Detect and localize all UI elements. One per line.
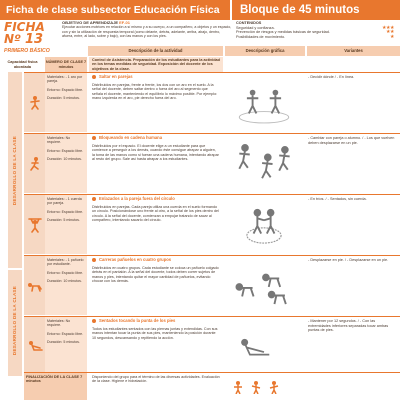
activity-meta: Materiales: - 1 cuerda por pareja. Entorno: Espacio libre. Duración: 5 minutos. bbox=[45, 195, 87, 254]
bullet-icon bbox=[92, 75, 96, 79]
activity-description: Sentados tocando la punta de los pies Todos los estudiantes sentados con las piernas juntas y extendidas. Con sus manos intentan tocar la punta de sus pies, manteniendo la posición durante 10 segundos, descansando y repitiendo la acción. bbox=[92, 318, 218, 340]
objective-text: Ejecutar acciones motrices en relación a sí mismo y a su cuerpo, a un compañero, a objetos y un espacio, con y sin la utilización de respuesta temporal (como delante, detrás, adelante, arriba, abajo, dentro, afuera, entre, al lado, sobre y bajo), con las manos y con los pies. bbox=[62, 25, 232, 38]
ficha-number: 13 bbox=[25, 32, 44, 47]
bullet-icon bbox=[92, 197, 96, 201]
activity-illustration bbox=[223, 134, 305, 193]
ficha-label: FICHA Nº 13 bbox=[4, 20, 45, 47]
activity-row bbox=[24, 316, 400, 372]
activity-illustration bbox=[223, 317, 305, 372]
course-label: PRIMERO BÁSICO bbox=[4, 48, 50, 54]
activity-description: Carreras pañuelos en cuatro grupos Distribuidos en cuatro grupos. Cada estudiante se coloca un pañuelo colgado detrás en el pantalón. A la señal del docente, todos deben correr sujetos de manos y pies, intentando quitar el mayor cantidad de pañuelos, evitando chocar con los demás. bbox=[92, 257, 219, 283]
activity-title: Saltar en parejas bbox=[92, 75, 219, 80]
capacity-header: Capacidad física abordada bbox=[7, 60, 38, 69]
activity-illustration bbox=[223, 195, 305, 254]
run-icon bbox=[24, 134, 45, 193]
column-headers bbox=[88, 46, 400, 56]
activity-variants: - Decidir dónde / - En línea. bbox=[305, 73, 400, 132]
contents-list bbox=[232, 21, 400, 47]
ficha-box bbox=[0, 20, 62, 54]
closing-description: Disponiendo del grupo para el término de las diversas actividades. Evaluación de la clase. Higiene e hidratación. bbox=[92, 375, 220, 384]
figure-icon bbox=[231, 380, 245, 394]
activity-row bbox=[24, 72, 400, 132]
activity-row bbox=[24, 133, 400, 193]
activity-variants: - En tríos. / - Sentados, sin cuerda. bbox=[305, 195, 400, 254]
learning-objective bbox=[62, 21, 232, 47]
block-duration-title: Bloque de 45 minutos bbox=[230, 0, 400, 20]
objective-label: OBJETIVO DE APRENDIZAJE bbox=[62, 20, 119, 25]
content-item: Prevención de riesgos y medidas básicas de seguridad. ★★ bbox=[236, 29, 394, 36]
activity-description: Enlazados a la pareja fuera del círculo Distribuidos en parejas. Cada pareja utiliza una cuerda en el suelo formando un círculo. Posicionándose uno frente al otro, a la señal de los pies dentro del círculo. A la señal del docente, comienzan a empujar tratando de sacar al compañero, intentando sacarlo del círculo. bbox=[92, 196, 219, 222]
rating-stars-icon: ★ bbox=[390, 33, 394, 40]
rating-stars-icon: ★★★ bbox=[382, 24, 394, 31]
bullet-icon bbox=[92, 319, 96, 323]
activity-meta: Materiales: No requiere. Entorno: Espacio libre. Duración: 5 minutos. bbox=[45, 317, 87, 372]
class-closing-row bbox=[24, 372, 400, 400]
bullet-icon bbox=[92, 258, 96, 262]
activity-title: Carreras pañuelos en cuatro grupos bbox=[92, 258, 219, 263]
content-item: Posibilidades de movimiento. ★ bbox=[236, 33, 394, 40]
rating-stars-icon: ★★ bbox=[386, 29, 394, 36]
bullet-icon bbox=[92, 136, 96, 140]
jump-icon bbox=[24, 73, 45, 132]
activity-variants: - Cambiar con pareja o alumno. / - Los que vuelven deben desplazarse en un pie. bbox=[305, 134, 400, 193]
activity-illustration bbox=[223, 256, 305, 315]
activity-meta: Materiales: - 1 aro por pareja. Entorno: Espacio libre. Duración: 5 minutos. bbox=[45, 73, 87, 132]
activity-title: Enlazados a la pareja fuera del círculo bbox=[92, 197, 219, 202]
column-variants: Variantes bbox=[307, 46, 400, 56]
closing-label: FINALIZACIÓN DE LA CLASE 7 minutos bbox=[24, 373, 87, 400]
column-description: Descripción de la actividad bbox=[88, 46, 223, 56]
activity-meta: Materiales: - 1 pañuelo por estudiante. Entorno: Espacio libre. Duración: 10 minutos. bbox=[45, 256, 87, 315]
contents-label: CONTENIDOS bbox=[236, 21, 262, 25]
attendance-control: Control de Asistencia. Preparación de los estudiantes para la actividad en los temas medidas de seguridad. Exposición del docente de los objetivos de la clase. bbox=[89, 57, 223, 72]
column-graphic: Descripción gráfica bbox=[225, 46, 305, 56]
content-item: Seguridad y confianza. ★★★ bbox=[236, 24, 394, 31]
crawl-icon bbox=[24, 256, 45, 315]
activity-variants: - Desplazarse en pie. / - Desplazarse en un pie. bbox=[305, 256, 400, 315]
activity-row bbox=[24, 255, 400, 315]
activity-illustration bbox=[223, 73, 305, 132]
activity-variants: - Mantener por 12 segundos. / - Con las extremidades inferiores separadas tocar ambas puntas de pies. bbox=[305, 317, 400, 372]
activity-row bbox=[24, 194, 400, 254]
stretch-icon bbox=[24, 317, 45, 372]
figure-icon bbox=[249, 380, 263, 394]
closing-illustration bbox=[223, 373, 400, 400]
figure-icon bbox=[267, 380, 281, 394]
activity-title: Sentados tocando la punta de los pies bbox=[92, 319, 219, 324]
objective-code: EF-01 bbox=[119, 20, 130, 25]
class-number-header: NÚMERO DE CLASE 7 minutos bbox=[45, 57, 87, 72]
lift-icon bbox=[24, 195, 45, 254]
activity-description: Bloqueando en cadena humana Distribuidos por el espacio. El docente elige a un estudiante para que comience a perseguir a los demás, cuando éste consigue atrapar a alguien, la toma de las manos como si fueran una cadena humana, intentando atrapar al resto del grupo. Sale así hasta atrapar a los estudiantes. bbox=[92, 135, 219, 161]
activity-description: Saltar en parejas Distribuidos en parejas, frente a frente, los dos con un aro en el suelo. A la señal del docente, deben saltar dentro o fuera del aro al segmento que señala el docente, manteniendo el equilibrio lo máximo posible. Por ejemplo: mano izquierda en el aro, pie derecho fuera del aro. bbox=[92, 74, 218, 100]
document-title: Ficha de clase subsector Educación Física bbox=[0, 0, 230, 20]
activity-meta: Materiales: No requiere. Entorno: Espacio libre. Duración: 10 minutos. bbox=[45, 134, 87, 193]
side-label-bottom: DESARROLLO DE LA CLASE bbox=[12, 285, 18, 355]
side-label-top: DESARROLLO DE LA CLASE bbox=[12, 135, 18, 205]
subheaders bbox=[0, 57, 400, 72]
title-bar bbox=[0, 0, 400, 20]
activity-title: Bloqueando en cadena humana bbox=[92, 136, 219, 141]
